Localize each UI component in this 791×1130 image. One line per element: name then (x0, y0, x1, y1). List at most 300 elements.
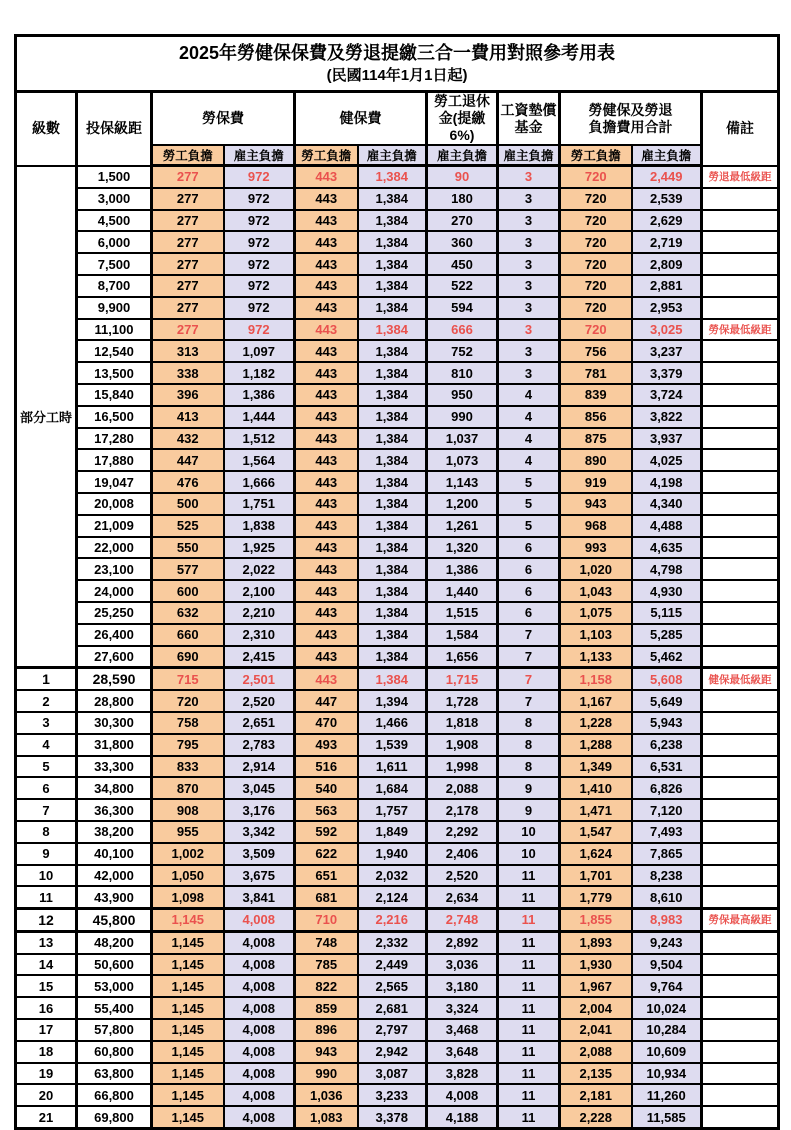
cell-labor-ins-employer: 972 (224, 188, 295, 210)
cell-total-employer: 5,649 (632, 690, 702, 712)
cell-total-employee: 720 (560, 188, 632, 210)
cell-labor-ins-employer: 1,838 (224, 515, 295, 537)
cell-total-employee: 720 (560, 210, 632, 232)
cell-health-ins-employee: 443 (295, 471, 358, 493)
cell-health-ins-employer: 1,384 (358, 166, 427, 188)
cell-wage-fund-employer: 7 (498, 646, 560, 668)
cell-level: 21 (16, 1106, 77, 1128)
cell-health-ins-employee: 443 (295, 449, 358, 471)
cell-health-ins-employee: 443 (295, 384, 358, 406)
cell-health-ins-employer: 2,449 (358, 954, 427, 976)
cell-wage-fund-employer: 7 (498, 690, 560, 712)
wage-fund-header-line2: 基金 (514, 118, 543, 135)
cell-labor-ins-employer: 972 (224, 166, 295, 188)
cell-wage-fund-employer: 11 (498, 1019, 560, 1041)
cell-wage-fund-employer: 4 (498, 406, 560, 428)
cell-labor-ins-employer: 3,176 (224, 799, 295, 821)
cell-pension-employer: 3,468 (427, 1019, 498, 1041)
cell-note (702, 449, 779, 471)
cell-level: 6 (16, 777, 77, 799)
cell-note (702, 428, 779, 450)
subheader-health-employee: 勞工負擔 (295, 145, 358, 166)
cell-labor-ins-employee: 1,098 (152, 886, 224, 908)
cell-health-ins-employee: 896 (295, 1019, 358, 1041)
cell-level: 15 (16, 975, 77, 997)
cell-health-ins-employee: 516 (295, 756, 358, 778)
cell-labor-ins-employer: 972 (224, 297, 295, 319)
cell-labor-ins-employer: 972 (224, 275, 295, 297)
cell-pension-employer: 1,143 (427, 471, 498, 493)
table-row (16, 954, 779, 976)
cell-labor-ins-employee: 600 (152, 580, 224, 602)
table-row (16, 319, 779, 341)
cell-total-employer: 11,260 (632, 1084, 702, 1106)
cell-bracket: 31,800 (77, 734, 152, 756)
cell-labor-ins-employer: 4,008 (224, 931, 295, 953)
cell-total-employee: 2,228 (560, 1106, 632, 1128)
cell-labor-ins-employer: 4,008 (224, 954, 295, 976)
cell-health-ins-employee: 443 (295, 297, 358, 319)
cell-level: 14 (16, 954, 77, 976)
cell-level: 17 (16, 1019, 77, 1041)
cell-health-ins-employer: 1,384 (358, 515, 427, 537)
table-row (16, 690, 779, 712)
table-title-cell (16, 36, 779, 92)
cell-total-employee: 1,288 (560, 734, 632, 756)
cell-labor-ins-employer: 972 (224, 231, 295, 253)
cell-labor-ins-employer: 3,045 (224, 777, 295, 799)
table-row (16, 1084, 779, 1106)
cell-pension-employer: 1,908 (427, 734, 498, 756)
cell-total-employer: 9,504 (632, 954, 702, 976)
cell-note (702, 275, 779, 297)
cell-total-employer: 9,764 (632, 975, 702, 997)
cell-total-employee: 1,075 (560, 602, 632, 624)
table-row (16, 297, 779, 319)
cell-wage-fund-employer: 3 (498, 297, 560, 319)
table-row (16, 558, 779, 580)
cell-wage-fund-employer: 3 (498, 319, 560, 341)
cell-labor-ins-employer: 2,100 (224, 580, 295, 602)
cell-wage-fund-employer: 8 (498, 756, 560, 778)
cell-labor-ins-employee: 338 (152, 362, 224, 384)
col-header-level: 級數 (16, 92, 77, 166)
cell-health-ins-employee: 443 (295, 515, 358, 537)
cell-bracket: 23,100 (77, 558, 152, 580)
cell-health-ins-employer: 1,384 (358, 580, 427, 602)
table-row (16, 777, 779, 799)
cell-note (702, 690, 779, 712)
cell-wage-fund-employer: 6 (498, 602, 560, 624)
table-row (16, 821, 779, 843)
cell-wage-fund-employer: 11 (498, 1063, 560, 1085)
cell-bracket: 7,500 (77, 253, 152, 275)
cell-total-employer: 10,284 (632, 1019, 702, 1041)
cell-bracket: 4,500 (77, 210, 152, 232)
cell-total-employer: 2,539 (632, 188, 702, 210)
cell-labor-ins-employer: 972 (224, 319, 295, 341)
cell-labor-ins-employer: 4,008 (224, 1084, 295, 1106)
cell-pension-employer: 3,324 (427, 997, 498, 1019)
cell-labor-ins-employee: 313 (152, 340, 224, 362)
cell-health-ins-employer: 2,681 (358, 997, 427, 1019)
cell-health-ins-employee: 443 (295, 668, 358, 690)
cell-labor-ins-employer: 1,444 (224, 406, 295, 428)
part-time-label: 部分工時 (16, 166, 77, 668)
cell-health-ins-employer: 3,087 (358, 1063, 427, 1085)
cell-level: 10 (16, 865, 77, 887)
cell-bracket: 12,540 (77, 340, 152, 362)
cell-note (702, 362, 779, 384)
cell-total-employee: 968 (560, 515, 632, 537)
cell-pension-employer: 1,515 (427, 602, 498, 624)
cell-health-ins-employee: 563 (295, 799, 358, 821)
cell-pension-employer: 2,292 (427, 821, 498, 843)
cell-bracket: 48,200 (77, 931, 152, 953)
cell-total-employer: 7,493 (632, 821, 702, 843)
cell-health-ins-employer: 1,611 (358, 756, 427, 778)
cell-pension-employer: 90 (427, 166, 498, 188)
cell-labor-ins-employer: 3,342 (224, 821, 295, 843)
cell-labor-ins-employer: 4,008 (224, 997, 295, 1019)
page-subtitle: (民國114年1月1日起) (326, 67, 468, 84)
cell-wage-fund-employer: 3 (498, 210, 560, 232)
cell-pension-employer: 270 (427, 210, 498, 232)
cell-total-employer: 2,449 (632, 166, 702, 188)
cell-labor-ins-employee: 1,145 (152, 975, 224, 997)
cell-total-employer: 11,585 (632, 1106, 702, 1128)
cell-health-ins-employee: 1,083 (295, 1106, 358, 1128)
cell-labor-ins-employee: 908 (152, 799, 224, 821)
cell-pension-employer: 1,200 (427, 493, 498, 515)
cell-wage-fund-employer: 3 (498, 166, 560, 188)
cell-health-ins-employee: 493 (295, 734, 358, 756)
cell-labor-ins-employee: 577 (152, 558, 224, 580)
table-row (16, 406, 779, 428)
cell-labor-ins-employee: 795 (152, 734, 224, 756)
cell-pension-employer: 3,180 (427, 975, 498, 997)
subheader-pension-employer: 雇主負擔 (427, 145, 498, 166)
table-row (16, 253, 779, 275)
cell-health-ins-employer: 1,384 (358, 449, 427, 471)
cell-total-employee: 856 (560, 406, 632, 428)
cell-labor-ins-employee: 1,145 (152, 1063, 224, 1085)
cell-bracket: 21,009 (77, 515, 152, 537)
cell-wage-fund-employer: 3 (498, 188, 560, 210)
cell-total-employee: 1,103 (560, 624, 632, 646)
cell-pension-employer: 2,088 (427, 777, 498, 799)
cell-bracket: 26,400 (77, 624, 152, 646)
table-row (16, 340, 779, 362)
cell-level: 19 (16, 1063, 77, 1085)
cell-health-ins-employee: 443 (295, 580, 358, 602)
cell-pension-employer: 1,584 (427, 624, 498, 646)
cell-health-ins-employer: 2,216 (358, 909, 427, 932)
cell-wage-fund-employer: 4 (498, 428, 560, 450)
cell-note (702, 712, 779, 734)
cell-labor-ins-employer: 1,097 (224, 340, 295, 362)
cell-labor-ins-employer: 2,501 (224, 668, 295, 690)
cell-note: 勞保最高級距 (702, 909, 779, 932)
cell-total-employee: 781 (560, 362, 632, 384)
cell-level: 16 (16, 997, 77, 1019)
cell-health-ins-employee: 990 (295, 1063, 358, 1085)
cell-total-employer: 9,243 (632, 931, 702, 953)
title-row (16, 36, 779, 92)
cell-pension-employer: 450 (427, 253, 498, 275)
cell-labor-ins-employee: 277 (152, 166, 224, 188)
cell-bracket: 20,008 (77, 493, 152, 515)
cell-labor-ins-employer: 4,008 (224, 1106, 295, 1128)
cell-note (702, 1084, 779, 1106)
cell-health-ins-employee: 748 (295, 931, 358, 953)
cell-total-employee: 1,133 (560, 646, 632, 668)
cell-pension-employer: 1,261 (427, 515, 498, 537)
cell-total-employer: 8,983 (632, 909, 702, 932)
cell-bracket: 33,300 (77, 756, 152, 778)
cell-labor-ins-employee: 690 (152, 646, 224, 668)
col-header-health-insurance: 健保費 (295, 92, 427, 146)
cell-note (702, 624, 779, 646)
cell-labor-ins-employee: 660 (152, 624, 224, 646)
cell-total-employer: 8,238 (632, 865, 702, 887)
table-row (16, 668, 779, 690)
cell-health-ins-employer: 1,384 (358, 602, 427, 624)
cell-wage-fund-employer: 10 (498, 821, 560, 843)
table-row (16, 449, 779, 471)
subheader-total-employee: 勞工負擔 (560, 145, 632, 166)
cell-labor-ins-employee: 955 (152, 821, 224, 843)
cell-health-ins-employer: 2,032 (358, 865, 427, 887)
cell-health-ins-employee: 443 (295, 253, 358, 275)
cell-labor-ins-employee: 277 (152, 319, 224, 341)
cell-total-employer: 4,025 (632, 449, 702, 471)
cell-total-employer: 2,809 (632, 253, 702, 275)
table-row (16, 537, 779, 559)
cell-wage-fund-employer: 11 (498, 975, 560, 997)
cell-health-ins-employer: 1,384 (358, 253, 427, 275)
cell-wage-fund-employer: 9 (498, 777, 560, 799)
cell-level: 20 (16, 1084, 77, 1106)
cell-health-ins-employee: 443 (295, 166, 358, 188)
cell-health-ins-employee: 443 (295, 340, 358, 362)
cell-wage-fund-employer: 3 (498, 275, 560, 297)
cell-note: 健保最低級距 (702, 668, 779, 690)
cell-wage-fund-employer: 11 (498, 865, 560, 887)
cell-total-employee: 993 (560, 537, 632, 559)
cell-health-ins-employee: 443 (295, 624, 358, 646)
cell-total-employer: 4,635 (632, 537, 702, 559)
table-row (16, 362, 779, 384)
cell-bracket: 42,000 (77, 865, 152, 887)
cell-health-ins-employer: 1,384 (358, 297, 427, 319)
table-row (16, 580, 779, 602)
cell-total-employee: 1,967 (560, 975, 632, 997)
table-row (16, 384, 779, 406)
cell-wage-fund-employer: 11 (498, 909, 560, 932)
cell-pension-employer: 1,037 (427, 428, 498, 450)
cell-pension-employer: 1,386 (427, 558, 498, 580)
cell-labor-ins-employee: 525 (152, 515, 224, 537)
cell-labor-ins-employer: 4,008 (224, 1019, 295, 1041)
cell-total-employee: 756 (560, 340, 632, 362)
col-header-bracket: 投保級距 (77, 92, 152, 166)
cell-health-ins-employer: 1,384 (358, 428, 427, 450)
cell-health-ins-employer: 3,378 (358, 1106, 427, 1128)
cell-total-employer: 6,531 (632, 756, 702, 778)
cell-note (702, 777, 779, 799)
cell-health-ins-employee: 443 (295, 646, 358, 668)
cell-note (702, 1063, 779, 1085)
cell-health-ins-employee: 622 (295, 843, 358, 865)
cell-note (702, 210, 779, 232)
total-header-line1: 勞健保及勞退 (588, 101, 673, 118)
cell-labor-ins-employer: 3,509 (224, 843, 295, 865)
cell-note (702, 1019, 779, 1041)
cell-bracket: 60,800 (77, 1041, 152, 1063)
cell-labor-ins-employer: 1,182 (224, 362, 295, 384)
cell-pension-employer: 1,728 (427, 690, 498, 712)
table-row (16, 515, 779, 537)
table-row (16, 799, 779, 821)
cell-note (702, 799, 779, 821)
cell-health-ins-employer: 1,384 (358, 646, 427, 668)
cell-total-employee: 1,167 (560, 690, 632, 712)
cell-bracket: 34,800 (77, 777, 152, 799)
cell-note (702, 537, 779, 559)
cell-labor-ins-employee: 1,145 (152, 1041, 224, 1063)
subheader-labor-employer: 雇主負擔 (224, 145, 295, 166)
cell-pension-employer: 2,634 (427, 886, 498, 908)
cell-total-employee: 720 (560, 275, 632, 297)
cell-total-employer: 10,024 (632, 997, 702, 1019)
cell-health-ins-employee: 443 (295, 362, 358, 384)
cell-bracket: 8,700 (77, 275, 152, 297)
cell-pension-employer: 594 (427, 297, 498, 319)
cell-health-ins-employer: 1,466 (358, 712, 427, 734)
cell-bracket: 36,300 (77, 799, 152, 821)
cell-total-employee: 1,410 (560, 777, 632, 799)
cell-total-employer: 4,798 (632, 558, 702, 580)
cell-bracket: 1,500 (77, 166, 152, 188)
cell-pension-employer: 1,320 (427, 537, 498, 559)
cell-total-employee: 839 (560, 384, 632, 406)
cell-note (702, 580, 779, 602)
cell-total-employee: 2,041 (560, 1019, 632, 1041)
col-header-pension (427, 92, 498, 146)
cell-total-employee: 2,004 (560, 997, 632, 1019)
cell-pension-employer: 1,998 (427, 756, 498, 778)
cell-labor-ins-employee: 277 (152, 231, 224, 253)
cell-wage-fund-employer: 7 (498, 624, 560, 646)
total-header-line2: 負擔費用合計 (588, 118, 673, 135)
table-row (16, 231, 779, 253)
cell-health-ins-employer: 1,684 (358, 777, 427, 799)
cell-wage-fund-employer: 6 (498, 558, 560, 580)
cell-total-employee: 2,135 (560, 1063, 632, 1085)
cell-labor-ins-employer: 1,386 (224, 384, 295, 406)
table-row (16, 997, 779, 1019)
cell-total-employee: 720 (560, 166, 632, 188)
cell-health-ins-employer: 2,332 (358, 931, 427, 953)
cell-labor-ins-employer: 972 (224, 253, 295, 275)
cell-level: 4 (16, 734, 77, 756)
cell-level: 18 (16, 1041, 77, 1063)
cell-level: 9 (16, 843, 77, 865)
cell-bracket: 63,800 (77, 1063, 152, 1085)
cell-bracket: 13,500 (77, 362, 152, 384)
cell-total-employer: 5,943 (632, 712, 702, 734)
cell-total-employer: 4,340 (632, 493, 702, 515)
cell-pension-employer: 4,008 (427, 1084, 498, 1106)
cell-pension-employer: 950 (427, 384, 498, 406)
cell-health-ins-employee: 651 (295, 865, 358, 887)
cell-health-ins-employee: 447 (295, 690, 358, 712)
cell-pension-employer: 1,656 (427, 646, 498, 668)
cell-labor-ins-employer: 1,925 (224, 537, 295, 559)
cell-labor-ins-employee: 277 (152, 297, 224, 319)
cell-labor-ins-employee: 277 (152, 275, 224, 297)
cell-health-ins-employer: 1,757 (358, 799, 427, 821)
cell-pension-employer: 1,440 (427, 580, 498, 602)
cell-labor-ins-employee: 1,145 (152, 997, 224, 1019)
cell-total-employee: 1,930 (560, 954, 632, 976)
cell-wage-fund-employer: 5 (498, 493, 560, 515)
cell-pension-employer: 360 (427, 231, 498, 253)
cell-pension-employer: 3,648 (427, 1041, 498, 1063)
cell-wage-fund-employer: 8 (498, 734, 560, 756)
col-header-note: 備註 (702, 92, 779, 166)
pension-header-line2: 金(提繳6%) (438, 110, 486, 143)
cell-total-employer: 4,198 (632, 471, 702, 493)
subheader-labor-employee: 勞工負擔 (152, 145, 224, 166)
cell-wage-fund-employer: 11 (498, 886, 560, 908)
cell-health-ins-employee: 443 (295, 275, 358, 297)
cell-health-ins-employer: 1,384 (358, 275, 427, 297)
fee-table (14, 34, 780, 1130)
table-row (16, 931, 779, 953)
cell-level: 1 (16, 668, 77, 690)
cell-labor-ins-employee: 1,145 (152, 1019, 224, 1041)
cell-bracket: 57,800 (77, 1019, 152, 1041)
cell-health-ins-employer: 1,394 (358, 690, 427, 712)
cell-total-employer: 3,025 (632, 319, 702, 341)
cell-level: 7 (16, 799, 77, 821)
cell-health-ins-employee: 943 (295, 1041, 358, 1063)
cell-total-employer: 3,937 (632, 428, 702, 450)
cell-wage-fund-employer: 4 (498, 384, 560, 406)
table-row (16, 210, 779, 232)
cell-note (702, 406, 779, 428)
cell-labor-ins-employer: 2,783 (224, 734, 295, 756)
table-row (16, 1063, 779, 1085)
cell-pension-employer: 2,178 (427, 799, 498, 821)
cell-wage-fund-employer: 3 (498, 253, 560, 275)
cell-labor-ins-employer: 2,520 (224, 690, 295, 712)
col-header-wage-fund (498, 92, 560, 146)
cell-labor-ins-employer: 1,512 (224, 428, 295, 450)
cell-health-ins-employee: 681 (295, 886, 358, 908)
cell-bracket: 6,000 (77, 231, 152, 253)
cell-labor-ins-employer: 3,675 (224, 865, 295, 887)
cell-wage-fund-employer: 11 (498, 1106, 560, 1128)
cell-health-ins-employer: 1,384 (358, 231, 427, 253)
table-row (16, 275, 779, 297)
cell-bracket: 17,280 (77, 428, 152, 450)
cell-level: 2 (16, 690, 77, 712)
cell-health-ins-employer: 1,384 (358, 471, 427, 493)
cell-pension-employer: 1,715 (427, 668, 498, 690)
